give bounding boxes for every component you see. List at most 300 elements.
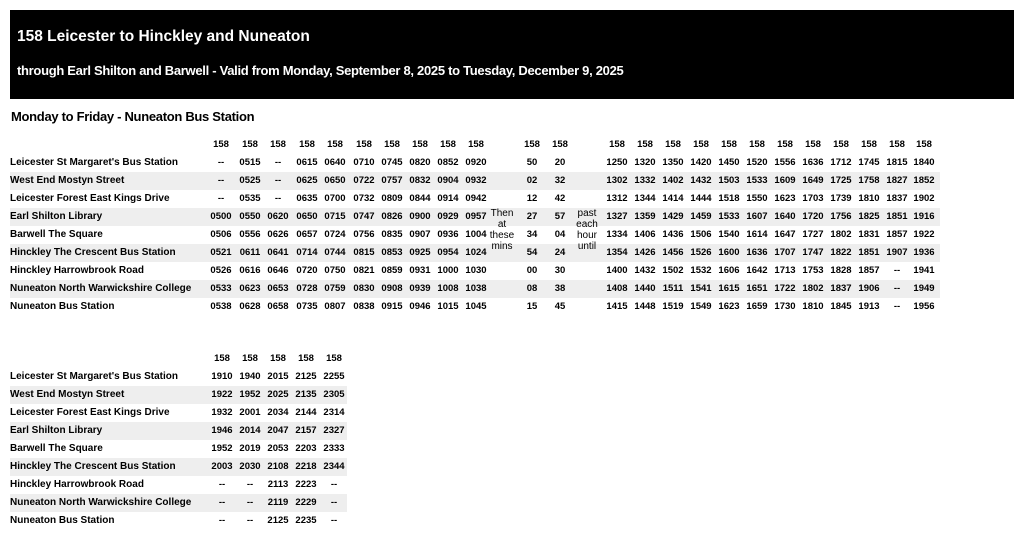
time-cell: 0932 <box>465 175 487 186</box>
route-number-header: 158 <box>242 139 258 150</box>
time-cell: -- <box>218 515 226 526</box>
time-cell: 0907 <box>409 229 431 240</box>
time-cell: 0650 <box>324 175 346 186</box>
stop-name: Nuneaton North Warwickshire College <box>10 497 192 508</box>
time-cell: 1810 <box>802 301 824 312</box>
time-cell: 1745 <box>858 157 880 168</box>
time-cell: 1549 <box>690 301 712 312</box>
time-cell: 0939 <box>409 283 431 294</box>
time-cell: 2229 <box>295 497 317 508</box>
route-subtitle: through Earl Shilton and Barwell - Valid from Monday, September 8, 2025 to Tuesday, December 9, 2025 <box>17 63 624 78</box>
time-cell: 1456 <box>662 247 684 258</box>
time-cell: 1952 <box>239 389 261 400</box>
time-cell: 1956 <box>913 301 935 312</box>
stop-name: Barwell The Square <box>10 229 103 240</box>
time-cell: 1722 <box>774 283 796 294</box>
time-cell: 1756 <box>830 211 852 222</box>
time-cell: 08 <box>526 283 538 294</box>
time-cell: 0650 <box>296 211 318 222</box>
route-number-header: 158 <box>412 139 428 150</box>
time-cell: 1758 <box>858 175 880 186</box>
time-cell: 1831 <box>858 229 880 240</box>
time-cell: 1520 <box>746 157 768 168</box>
time-cell: 0526 <box>210 265 232 276</box>
time-cell: 1518 <box>718 193 740 204</box>
time-cell: 0900 <box>409 211 431 222</box>
time-cell: 0942 <box>465 193 487 204</box>
route-number-header: 158 <box>468 139 484 150</box>
time-cell: 1614 <box>746 229 768 240</box>
time-cell: 1837 <box>886 193 908 204</box>
time-cell: 1550 <box>746 193 768 204</box>
time-cell: -- <box>246 497 254 508</box>
time-cell: 0658 <box>267 301 289 312</box>
time-cell: 2144 <box>295 407 317 418</box>
route-number-header: 158 <box>213 139 229 150</box>
time-cell: 2235 <box>295 515 317 526</box>
time-cell: 1008 <box>437 283 459 294</box>
time-cell: 1609 <box>774 175 796 186</box>
route-number-header: 158 <box>833 139 849 150</box>
time-cell: 1703 <box>802 193 824 204</box>
route-number-header: 158 <box>721 139 737 150</box>
route-number-header: 158 <box>749 139 765 150</box>
time-cell: 2015 <box>267 371 289 382</box>
time-cell: 1332 <box>634 175 656 186</box>
time-cell: 1739 <box>830 193 852 204</box>
time-cell: -- <box>893 265 901 276</box>
time-cell: 1642 <box>746 265 768 276</box>
time-cell: 0904 <box>437 175 459 186</box>
route-number-header: 158 <box>916 139 932 150</box>
time-cell: 0821 <box>353 265 375 276</box>
time-cell: -- <box>217 157 225 168</box>
time-cell: 1015 <box>437 301 459 312</box>
time-cell: 1344 <box>634 193 656 204</box>
time-cell: 0720 <box>296 265 318 276</box>
stop-name: Nuneaton Bus Station <box>10 301 115 312</box>
time-cell: 0946 <box>409 301 431 312</box>
stop-name: West End Mostyn Street <box>10 175 125 186</box>
time-cell: 0714 <box>296 247 318 258</box>
table1-row <box>10 298 940 316</box>
time-cell: 0625 <box>296 175 318 186</box>
route-number-header: 158 <box>440 139 456 150</box>
time-cell: 0809 <box>381 193 403 204</box>
time-cell: 0623 <box>239 283 261 294</box>
time-cell: 1450 <box>718 157 740 168</box>
header-banner <box>10 10 1014 99</box>
time-cell: 1606 <box>718 265 740 276</box>
time-cell: 04 <box>554 229 566 240</box>
time-cell: 1415 <box>606 301 628 312</box>
time-cell: 2034 <box>267 407 289 418</box>
route-number-header: 158 <box>327 139 343 150</box>
time-cell: 2030 <box>239 461 261 472</box>
time-cell: 0852 <box>437 157 459 168</box>
route-number-header: 158 <box>889 139 905 150</box>
time-cell: 1922 <box>211 389 233 400</box>
time-cell: 0957 <box>465 211 487 222</box>
time-cell: 1359 <box>634 211 656 222</box>
time-cell: 54 <box>526 247 538 258</box>
time-cell: 1406 <box>634 229 656 240</box>
stop-name: Hinckley Harrowbrook Road <box>10 265 144 276</box>
time-cell: 2135 <box>295 389 317 400</box>
time-cell: 42 <box>554 193 566 204</box>
table2-row <box>10 458 347 476</box>
time-cell: 50 <box>526 157 538 168</box>
route-number-header: 158 <box>805 139 821 150</box>
time-cell: 0838 <box>353 301 375 312</box>
time-cell: -- <box>893 283 901 294</box>
time-cell: 1429 <box>662 211 684 222</box>
time-cell: 0756 <box>353 229 375 240</box>
route-number-header: 158 <box>298 353 314 364</box>
time-cell: 0626 <box>267 229 289 240</box>
time-cell: 0747 <box>353 211 375 222</box>
time-cell: -- <box>218 479 226 490</box>
time-cell: 1540 <box>718 229 740 240</box>
time-cell: 1541 <box>690 283 712 294</box>
time-cell: 0722 <box>353 175 375 186</box>
time-cell: 2218 <box>295 461 317 472</box>
time-cell: 0724 <box>324 229 346 240</box>
time-cell: 1727 <box>802 229 824 240</box>
time-cell: 1949 <box>913 283 935 294</box>
route-number-header: 158 <box>609 139 625 150</box>
time-cell: 1533 <box>718 211 740 222</box>
route-number-header: 158 <box>214 353 230 364</box>
route-number-header: 158 <box>384 139 400 150</box>
time-cell: 0611 <box>239 247 261 258</box>
time-cell: 0931 <box>409 265 431 276</box>
time-cell: -- <box>217 175 225 186</box>
time-cell: 1651 <box>746 283 768 294</box>
time-cell: 1825 <box>858 211 880 222</box>
time-cell: 1815 <box>886 157 908 168</box>
time-cell: 0657 <box>296 229 318 240</box>
frequency-note-past: past each hour until <box>576 208 598 252</box>
time-cell: 1519 <box>662 301 684 312</box>
time-cell: 1940 <box>239 371 261 382</box>
time-cell: 1851 <box>886 211 908 222</box>
time-cell: 1712 <box>830 157 852 168</box>
time-cell: 57 <box>554 211 566 222</box>
time-cell: 1910 <box>211 371 233 382</box>
time-cell: 2108 <box>267 461 289 472</box>
route-number-header: 158 <box>270 353 286 364</box>
time-cell: 0533 <box>210 283 232 294</box>
time-cell: 0844 <box>409 193 431 204</box>
time-cell: 1414 <box>662 193 684 204</box>
time-cell: 1250 <box>606 157 628 168</box>
time-cell: 1845 <box>830 301 852 312</box>
stop-name: Hinckley Harrowbrook Road <box>10 479 144 490</box>
frequency-note-then: Then at these mins <box>489 208 515 252</box>
time-cell: 2344 <box>323 461 345 472</box>
stop-name: Leicester St Margaret's Bus Station <box>10 371 178 382</box>
time-cell: 0826 <box>381 211 403 222</box>
time-cell: 1502 <box>662 265 684 276</box>
time-cell: 1822 <box>830 247 852 258</box>
time-cell: 0710 <box>353 157 375 168</box>
time-cell: 1533 <box>746 175 768 186</box>
time-cell: 1730 <box>774 301 796 312</box>
time-cell: 0759 <box>324 283 346 294</box>
time-cell: 0525 <box>239 175 261 186</box>
time-cell: 0745 <box>381 157 403 168</box>
time-cell: 1623 <box>718 301 740 312</box>
time-cell: 0936 <box>437 229 459 240</box>
time-cell: 1952 <box>211 443 233 454</box>
time-cell: 1857 <box>886 229 908 240</box>
stop-name: Nuneaton Bus Station <box>10 515 115 526</box>
time-cell: 1432 <box>690 175 712 186</box>
time-cell: 20 <box>554 157 566 168</box>
route-title: 158 Leicester to Hinckley and Nuneaton <box>17 28 310 45</box>
time-cell: 45 <box>554 301 566 312</box>
time-cell: 1802 <box>802 283 824 294</box>
time-cell: 1400 <box>606 265 628 276</box>
time-cell: -- <box>893 301 901 312</box>
time-cell: 0744 <box>324 247 346 258</box>
time-cell: 2053 <box>267 443 289 454</box>
time-cell: 0640 <box>324 157 346 168</box>
time-cell: 1753 <box>802 265 824 276</box>
time-cell: 2047 <box>267 425 289 436</box>
time-cell: 00 <box>526 265 538 276</box>
time-cell: 1526 <box>690 247 712 258</box>
time-cell: 2333 <box>323 443 345 454</box>
time-cell: 30 <box>554 265 566 276</box>
time-cell: 0915 <box>381 301 403 312</box>
time-cell: 1916 <box>913 211 935 222</box>
time-cell: 1936 <box>913 247 935 258</box>
time-cell: 0700 <box>324 193 346 204</box>
time-cell: 32 <box>554 175 566 186</box>
time-cell: 1420 <box>690 157 712 168</box>
time-cell: 2125 <box>267 515 289 526</box>
time-cell: 1448 <box>634 301 656 312</box>
route-number-header: 158 <box>637 139 653 150</box>
route-number-header: 158 <box>693 139 709 150</box>
table1-row <box>10 280 940 298</box>
stop-name: Hinckley The Crescent Bus Station <box>10 247 176 258</box>
time-cell: 1707 <box>774 247 796 258</box>
time-cell: 1857 <box>858 265 880 276</box>
time-cell: -- <box>330 497 338 508</box>
time-cell: 1640 <box>774 211 796 222</box>
time-cell: 34 <box>526 229 538 240</box>
time-cell: 1636 <box>746 247 768 258</box>
time-cell: 1444 <box>690 193 712 204</box>
time-cell: 1902 <box>913 193 935 204</box>
time-cell: 0815 <box>353 247 375 258</box>
time-cell: 2305 <box>323 389 345 400</box>
table1-row <box>10 262 940 280</box>
time-cell: 2019 <box>239 443 261 454</box>
time-cell: 0925 <box>409 247 431 258</box>
stop-name: Leicester Forest East Kings Drive <box>10 407 170 418</box>
time-cell: 0550 <box>239 211 261 222</box>
route-number-header: 158 <box>861 139 877 150</box>
time-cell: 0715 <box>324 211 346 222</box>
time-cell: 1004 <box>465 229 487 240</box>
time-cell: -- <box>246 479 254 490</box>
time-cell: 2119 <box>267 497 289 508</box>
stop-name: West End Mostyn Street <box>10 389 125 400</box>
time-cell: 1852 <box>913 175 935 186</box>
time-cell: -- <box>274 157 282 168</box>
time-cell: 1623 <box>774 193 796 204</box>
route-number-header: 158 <box>270 139 286 150</box>
table1-row <box>10 154 940 172</box>
table2-row <box>10 386 347 404</box>
time-cell: 0835 <box>381 229 403 240</box>
time-cell: 2203 <box>295 443 317 454</box>
time-cell: 0500 <box>210 211 232 222</box>
time-cell: 1045 <box>465 301 487 312</box>
time-cell: -- <box>330 515 338 526</box>
time-cell: 1941 <box>913 265 935 276</box>
time-cell: 2001 <box>239 407 261 418</box>
time-cell: 1636 <box>802 157 824 168</box>
table1-row <box>10 244 940 262</box>
time-cell: 1320 <box>634 157 656 168</box>
time-cell: 1713 <box>774 265 796 276</box>
time-cell: 0521 <box>210 247 232 258</box>
time-cell: 2314 <box>323 407 345 418</box>
time-cell: 38 <box>554 283 566 294</box>
time-cell: 24 <box>554 247 566 258</box>
time-cell: 2327 <box>323 425 345 436</box>
time-cell: 1038 <box>465 283 487 294</box>
time-cell: 2255 <box>323 371 345 382</box>
time-cell: -- <box>274 193 282 204</box>
time-cell: 1659 <box>746 301 768 312</box>
table2-row <box>10 404 347 422</box>
time-cell: 1459 <box>690 211 712 222</box>
stop-name: Nuneaton North Warwickshire College <box>10 283 192 294</box>
time-cell: 0832 <box>409 175 431 186</box>
time-cell: 1440 <box>634 283 656 294</box>
route-number-header: 158 <box>524 139 540 150</box>
time-cell: 0820 <box>409 157 431 168</box>
time-cell: 0920 <box>465 157 487 168</box>
time-cell: 1747 <box>802 247 824 258</box>
section-title: Monday to Friday - Nuneaton Bus Station <box>11 109 255 124</box>
time-cell: 0653 <box>267 283 289 294</box>
time-cell: 1932 <box>211 407 233 418</box>
time-cell: 0908 <box>381 283 403 294</box>
time-cell: 1426 <box>634 247 656 258</box>
route-number-header: 158 <box>356 139 372 150</box>
time-cell: 1913 <box>858 301 880 312</box>
time-cell: 2157 <box>295 425 317 436</box>
time-cell: 1402 <box>662 175 684 186</box>
time-cell: -- <box>330 479 338 490</box>
time-cell: 1408 <box>606 283 628 294</box>
time-cell: 0620 <box>267 211 289 222</box>
time-cell: 27 <box>526 211 538 222</box>
time-cell: 0538 <box>210 301 232 312</box>
time-cell: 1312 <box>606 193 628 204</box>
time-cell: 1354 <box>606 247 628 258</box>
time-cell: 0535 <box>239 193 261 204</box>
time-cell: 1647 <box>774 229 796 240</box>
time-cell: 1720 <box>802 211 824 222</box>
time-cell: 2223 <box>295 479 317 490</box>
time-cell: 0735 <box>296 301 318 312</box>
table2-row <box>10 512 347 530</box>
time-cell: 0646 <box>267 265 289 276</box>
route-number-header: 158 <box>777 139 793 150</box>
time-cell: 0859 <box>381 265 403 276</box>
time-cell: 1327 <box>606 211 628 222</box>
time-cell: 15 <box>526 301 538 312</box>
table2-row <box>10 422 347 440</box>
time-cell: 1350 <box>662 157 684 168</box>
time-cell: 0641 <box>267 247 289 258</box>
time-cell: 1506 <box>690 229 712 240</box>
time-cell: 1615 <box>718 283 740 294</box>
time-cell: -- <box>274 175 282 186</box>
time-cell: 1600 <box>718 247 740 258</box>
time-cell: 0929 <box>437 211 459 222</box>
time-cell: 0830 <box>353 283 375 294</box>
stop-name: Earl Shilton Library <box>10 211 103 222</box>
time-cell: -- <box>218 497 226 508</box>
route-number-header: 158 <box>299 139 315 150</box>
time-cell: 1649 <box>802 175 824 186</box>
time-cell: 02 <box>526 175 538 186</box>
time-cell: 1024 <box>465 247 487 258</box>
time-cell: 1907 <box>886 247 908 258</box>
table2-row <box>10 368 347 386</box>
time-cell: 0728 <box>296 283 318 294</box>
table1-row <box>10 172 940 190</box>
time-cell: 2125 <box>295 371 317 382</box>
time-cell: 1851 <box>858 247 880 258</box>
route-number-header: 158 <box>326 353 342 364</box>
time-cell: 1532 <box>690 265 712 276</box>
table2-row <box>10 476 347 494</box>
stop-name: Leicester St Margaret's Bus Station <box>10 157 178 168</box>
time-cell: 1607 <box>746 211 768 222</box>
stop-name: Barwell The Square <box>10 443 103 454</box>
time-cell: 12 <box>526 193 538 204</box>
time-cell: 0515 <box>239 157 261 168</box>
time-cell: 0807 <box>324 301 346 312</box>
time-cell: 1436 <box>662 229 684 240</box>
time-cell: 1810 <box>858 193 880 204</box>
table2-row <box>10 494 347 512</box>
stop-name: Hinckley The Crescent Bus Station <box>10 461 176 472</box>
time-cell: 1030 <box>465 265 487 276</box>
stop-name: Leicester Forest East Kings Drive <box>10 193 170 204</box>
time-cell: 1837 <box>830 283 852 294</box>
table1-row <box>10 226 940 244</box>
time-cell: 2003 <box>211 461 233 472</box>
time-cell: 0635 <box>296 193 318 204</box>
time-cell: -- <box>217 193 225 204</box>
time-cell: 1840 <box>913 157 935 168</box>
time-cell: -- <box>246 515 254 526</box>
time-cell: 1922 <box>913 229 935 240</box>
time-cell: 0757 <box>381 175 403 186</box>
time-cell: 2014 <box>239 425 261 436</box>
